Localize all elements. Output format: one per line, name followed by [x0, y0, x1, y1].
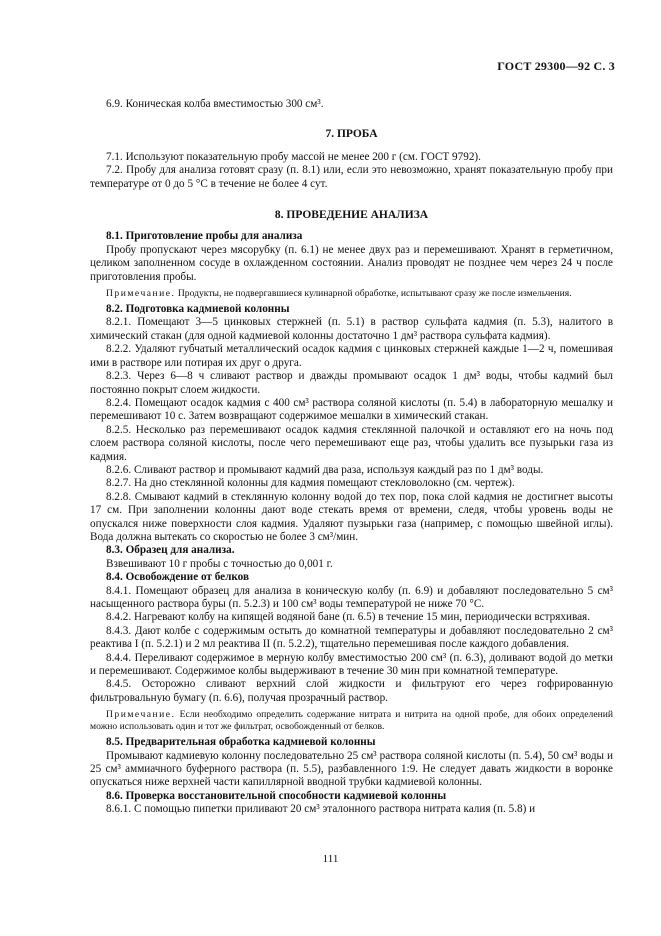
- paragraph-8-2-2: 8.2.2. Удаляют губчатый металлический осадок кадмия с цинковых стержней каждые 1—2 ч, помешивая ими в растворе или потирая их друг о друга.: [90, 343, 613, 369]
- paragraph-6-9: 6.9. Коническая колба вместимостью 300 см³.: [106, 98, 324, 110]
- running-header: ГОСТ 29300—92 С. 3: [497, 59, 615, 73]
- subsection-8-1-title: 8.1. Приготовление пробы для анализа: [106, 230, 303, 243]
- page-content: [90, 98, 613, 817]
- paragraph-8-2-1: 8.2.1. Помещают 3—5 цинковых стержней (п. 5.1) в раствор сульфата кадмия (п. 5.3), налитого в химический стакан (для одной кадмиевой колонны достаточно 1 дм³ раствора сульфата кадмия).: [90, 316, 613, 342]
- subsection-8-5-title: 8.5. Предварительная обработка кадмиевой колонны: [106, 736, 376, 749]
- paragraph-7-2: 7.2. Пробу для анализа готовят сразу (п. 8.1) или, если это невозможно, хранят показательную пробу при температуре от 0 до 5 °С в течение не более 4 сут.: [90, 164, 613, 190]
- note-label: Примечание.: [106, 288, 176, 300]
- subsection-8-6-title: 8.6. Проверка восстановительной способности кадмиевой колонны: [106, 789, 447, 802]
- section-8-title: 8. ПРОВЕДЕНИЕ АНАЛИЗА: [274, 209, 429, 222]
- paragraph-8-4-5: 8.4.5. Осторожно сливают верхний слой жидкости и фильтруют его через гофрированную фильтровальную бумагу (п. 6.6), получая прозрачный раствор.: [90, 678, 613, 704]
- subsection-8-4-title: 8.4. Освобождение от белков: [106, 571, 250, 584]
- section-7-title: 7. ПРОБА: [325, 128, 378, 141]
- note-text: Продукты, не подвергавшиеся кулинарной обработке, испытывают сразу же после измельчения.: [177, 288, 572, 300]
- paragraph-8-6-1: 8.6.1. С помощью пипетки приливают 20 см³ эталонного раствора нитрата калия (п. 5.8) и: [106, 803, 536, 816]
- paragraph-8-2-4: 8.2.4. Помещают осадок кадмия с 400 см³ раствора соляной кислоты (п. 5.4) в лабораторную мешалку и перемешивают 10 с. Затем возвращают содержимое мешалки в химический стакан.: [90, 396, 613, 423]
- paragraph-8-4-4: 8.4.4. Переливают содержимое в мерную колбу вместимостью 200 см³ (п. 6.3), доливают водой до метки и перемешивают. Содержимое колбы выдерживают в течение 30 мин при комнатной температуре.: [90, 651, 613, 678]
- subsection-8-3-title: 8.3. Образец для анализа.: [106, 544, 235, 557]
- paragraph-8-4-2: 8.4.2. Нагревают колбу на кипящей водяной бане (п. 6.5) в течение 15 мин, периодически встряхивая.: [106, 611, 591, 624]
- paragraph-8-4-3: 8.4.3. Дают колбе с содержимым остыть до комнатной температуры и добавляют последовательно 2 см³ реактива I (п. 5.2.1) и 2 мл реактива II (п. 5.2.2), тщательно перемешивая после каждого добавления.: [90, 624, 613, 651]
- paragraph-8-2-5: 8.2.5. Несколько раз перемешивают осадок кадмия стеклянной палочкой и оставляют его на ночь под слоем раствора соляной кислоты, после чего перемешивают еще раз, чтобы удалить все пузырьки газа из кадмия.: [90, 423, 613, 463]
- note-8-1: [90, 288, 613, 300]
- subsection-8-2-title: 8.2. Подготовка кадмиевой колонны: [106, 303, 290, 316]
- note-text: Если необходимо определить содержание нитрата и нитрита на одной пробе, для обоих определений можно использовать один и тот же фильтрат, освобожденный от белков.: [90, 709, 614, 733]
- paragraph-8-2-3: 8.2.3. Через 6—8 ч сливают раствор и дважды промывают осадок 1 дм³ воды, чтобы кадмий был постоянно покрыт слоем жидкости.: [90, 370, 613, 396]
- paragraph-8-5: Промывают кадмиевую колонну последовательно 25 см³ раствора соляной кислоты (п. 5.4), 50 см³ воды и 25 см³ аммиачного буферного раствора (п. 5.5), разбавленного 1:9. Не следует давать жидкости в воронке опускаться ниже верхней части капиллярной вводной трубки кадмиевой колонны.: [90, 749, 613, 789]
- paragraph-8-2-7: 8.2.7. На дно стеклянной колонны для кадмия помещают стекловолокно (см. чертеж).: [106, 477, 515, 490]
- paragraph-8-2-6: 8.2.6. Сливают раствор и промывают кадмий два раза, используя каждый раз по 1 дм³ воды.: [106, 463, 544, 476]
- page-number: 111: [322, 853, 339, 865]
- note-label: Примечание.: [106, 709, 176, 721]
- paragraph-8-3: Взвешивают 10 г пробы с точностью до 0,001 г.: [106, 557, 333, 570]
- paragraph-8-1: Пробу пропускают через мясорубку (п. 6.1) не менее двух раз и перемешивают. Хранят в герметичном, целиком заполненном сосуде в охлажденном состоянии. Анализ проводят не позднее чем через 24 ч после приготовления пробы.: [90, 243, 613, 283]
- paragraph-7-1: 7.1. Используют показательную пробу массой не менее 200 г (см. ГОСТ 9792).: [106, 150, 481, 163]
- paragraph-8-2-8: 8.2.8. Смывают кадмий в стеклянную колонну водой до тех пор, пока слой кадмия не достигнет высоты 17 см. При заполнении колонны дают воде стекать время от времени, следя, чтобы уровень воды не опускался ниже поверхности слоя кадмия. Удаляют пузырьки газа (например, с помощью швейной иглы). Вода должна вытекать со скоростью не более 3 см³/мин.: [90, 490, 613, 543]
- note-8-4: [90, 709, 613, 733]
- paragraph-8-4-1: 8.4.1. Помещают образец для анализа в коническую колбу (п. 6.9) и добавляют последовательно 5 см³ насыщенного раствора буры (п. 5.2.3) и 100 см³ воды температурой не ниже 70 °С.: [90, 584, 613, 610]
